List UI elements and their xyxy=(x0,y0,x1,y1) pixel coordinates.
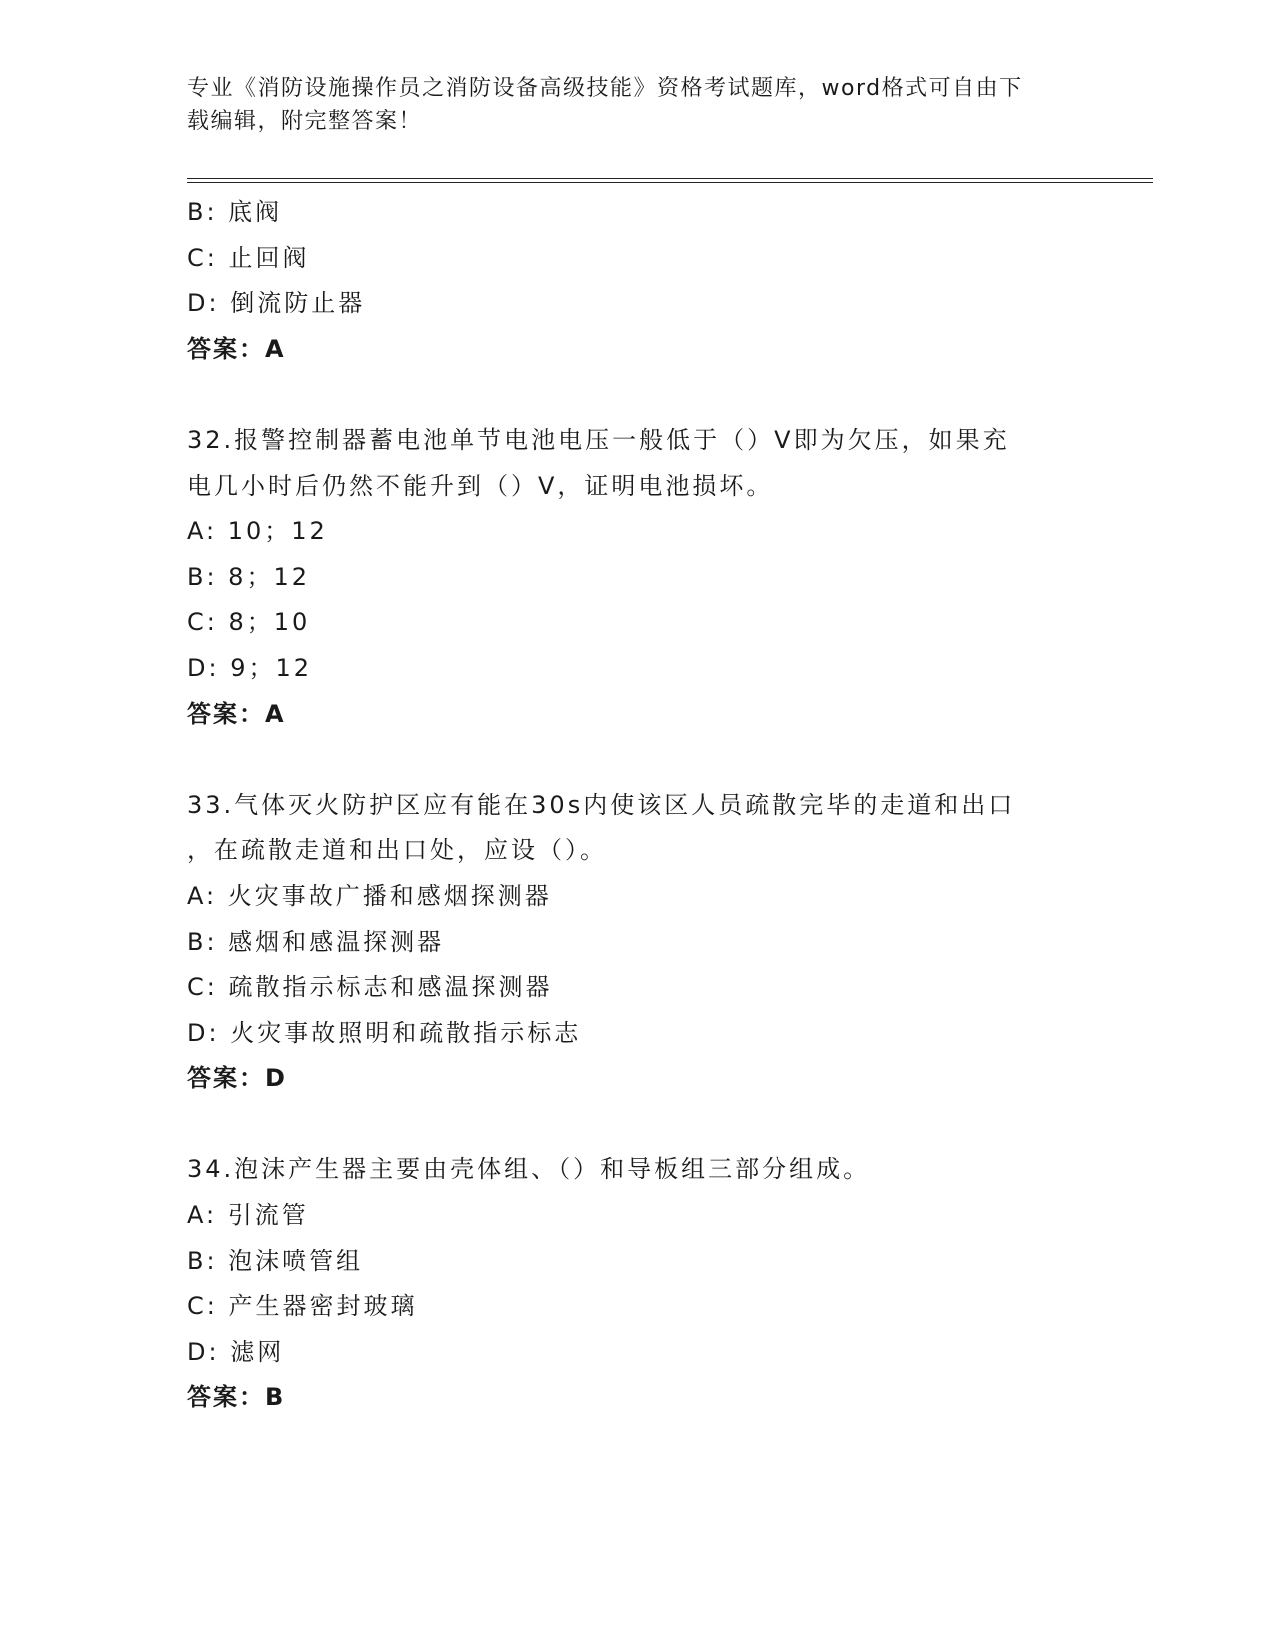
header-divider-bottom xyxy=(187,182,1153,183)
option-d: D: 滤网 xyxy=(187,1337,285,1366)
option-b: B: 泡沫喷管组 xyxy=(187,1246,364,1275)
option-c: C: 8；10 xyxy=(187,608,311,637)
header-divider-top xyxy=(187,178,1153,179)
option-a: A: 引流管 xyxy=(187,1201,309,1230)
spacer xyxy=(187,737,1087,783)
answer-line: 答案：A xyxy=(187,699,286,728)
option-c: C: 产生器密封玻璃 xyxy=(187,1292,418,1321)
option-a: A: 10；12 xyxy=(187,517,328,546)
option-c: C: 止回阀 xyxy=(187,243,310,272)
option-c: C: 疏散指示标志和感温探测器 xyxy=(187,973,553,1002)
option-b: B: 8；12 xyxy=(187,562,310,591)
spacer xyxy=(187,1102,1087,1148)
question-content xyxy=(187,190,1087,1421)
question-33 xyxy=(187,783,1087,1102)
spacer xyxy=(187,372,1087,418)
answer-line: 答案：B xyxy=(187,1383,286,1412)
header-line-2: 载编辑，附完整答案！ xyxy=(187,109,423,134)
question-text-line-1: 32.报警控制器蓄电池单节电池电压一般低于（）V即为欠压，如果充 xyxy=(187,425,1010,454)
question-text-line-2: 电几小时后仍然不能升到（）V，证明电池损坏。 xyxy=(187,471,774,500)
option-b: B: 感烟和感温探测器 xyxy=(187,927,445,956)
question-32 xyxy=(187,418,1087,737)
option-d: D: 火灾事故照明和疏散指示标志 xyxy=(187,1018,582,1047)
header-line-1: 专业《消防设施操作员之消防设备高级技能》资格考试题库，word格式可自由下 xyxy=(187,76,1023,101)
document-header xyxy=(187,72,1067,138)
question-text-line-2: ，在疏散走道和出口处，应设（）。 xyxy=(187,836,607,865)
question-text-line-1: 34.泡沫产生器主要由壳体组、（）和导板组三部分组成。 xyxy=(187,1155,871,1184)
question-text-line-1: 33.气体灭火防护区应有能在30s内使该区人员疏散完毕的走道和出口 xyxy=(187,790,1016,819)
option-a: A: 火灾事故广播和感烟探测器 xyxy=(187,881,552,910)
question-31 xyxy=(187,190,1087,372)
option-d: D: 倒流防止器 xyxy=(187,289,366,318)
question-34 xyxy=(187,1147,1087,1421)
option-d: D: 9；12 xyxy=(187,653,313,682)
answer-line: 答案：D xyxy=(187,1064,287,1093)
answer-line: 答案：A xyxy=(187,334,286,363)
option-b: B: 底阀 xyxy=(187,198,283,226)
